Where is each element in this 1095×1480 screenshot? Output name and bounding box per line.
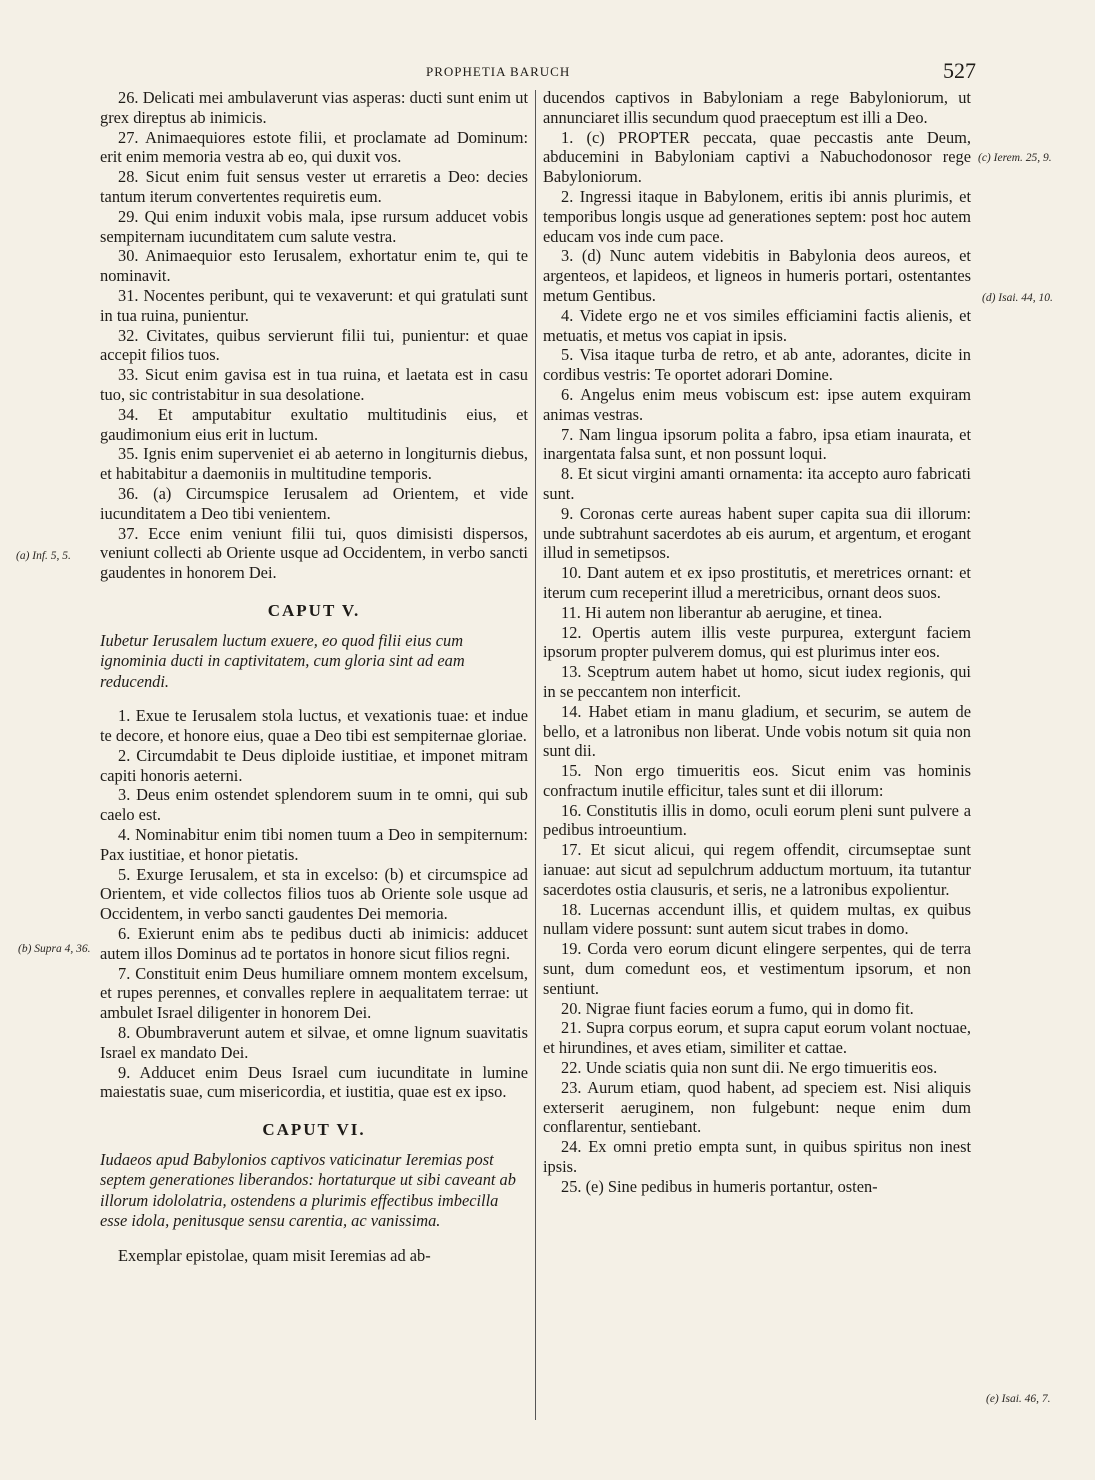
chapter-6-verse-1: 1. (c) PROPTER peccata, quae peccastis ante Deum, abducemini in Babyloniam captivi a Nabuchodonosor rege Babyloniorum. (543, 127, 971, 187)
chapter-6-verse-12: 12. Opertis autem illis veste purpurea, extergunt faciem ipsorum propter pulverem domus, qui est plurimus inter eos. (543, 622, 971, 662)
chapter-6-verse-24: 24. Ex omni pretio empta sunt, in quibus spiritus non inest ipsis. (543, 1137, 971, 1177)
verse-35: 35. Ignis enim superveniet ei ab aeterno in longiturnis diebus, et habitabitur a daemoniis in multitudine temporis. (100, 444, 528, 484)
chapter-5-verse-7: 7. Constituit enim Deus humiliare omnem montem excelsum, et rupes perennes, et convalles replere in aequalitatem terrae: ut ambulet Israel diligenter in honorem Dei. (100, 963, 528, 1023)
chapter-6-verse-17: 17. Et sicut alicui, qui regem offendit, circumseptae sunt ianuae: aut sicut ad sepulchrum adductum mortuum, ita tutantur sacerdotes ostia clausuris, et seris, ne a latronibus expolientur. (543, 840, 971, 899)
chapter-6-heading: CAPUT VI. (262, 1120, 366, 1140)
chapter-5-verse-4: 4. Nominabitur enim tibi nomen tuum a Deo in sempiternum: Pax iustitiae, et honor pietatis. (100, 825, 528, 864)
running-head (96, 58, 976, 86)
margin-note-a: (a) Inf. 5, 5. (16, 550, 71, 562)
right-column (543, 88, 971, 1197)
chapter-5-verse-5: 5. Exurge Ierusalem, et sta in excelso: (b) et circumspice ad Orientem, et vide collectos filios tuos ab Oriente sole usque ad Occidentem, in verbo sancti gaudentes Dei memoria. (100, 864, 528, 924)
verse-26: 26. Delicati mei ambulaverunt vias asperas: ducti sunt enim ut grex direptus ab inimicis. (100, 88, 528, 127)
chapter-5-verse-9: 9. Adducet enim Deus Israel cum iucunditate in lumine maiestatis suae, cum misericordia, et iustitia, quae est ex ipso. (100, 1062, 528, 1102)
chapter-6-verse-20: 20. Nigrae fiunt facies eorum a fumo, qui in domo fit. (561, 998, 914, 1018)
chapter-6-verse-9: 9. Coronas certe aureas habent super capita sua dii illorum: unde subtrahunt sacerdotes ab eis aurum, et argentum, et erogant illud in semetipsos. (543, 503, 971, 563)
chapter-6-verse-16: 16. Constitutis illis in domo, oculi eorum pleni sunt pulvere a pedibus introeuntium. (543, 800, 971, 840)
margin-note-e: (e) Isai. 46, 7. (986, 1393, 1051, 1405)
left-column (100, 88, 528, 1266)
chapter-5-summary: Iubetur Ierusalem luctum exuere, eo quod filii eius cum ignominia ducti in captivitatem, cum gloria sint ad eam reducendi. (100, 630, 465, 691)
verse-34: 34. Et amputabitur exultatio multitudinis eius, et gaudimonium eius erit in luctum. (100, 404, 528, 444)
chapter-6-verse-11: 11. Hi autem non liberantur ab aerugine, et tinea. (561, 602, 883, 622)
chapter-5-verse-2: 2. Circumdabit te Deus diploide iustitiae, et imponet mitram capiti honoris aeterni. (100, 745, 528, 785)
chapter-6-verse-5: 5. Visa itaque turba de retro, et ab ante, adorantes, dicite in cordibus vestris: Te oportet adorari Domine. (543, 345, 971, 385)
verse-27: 27. Animaequiores estote filii, et proclamate ad Dominum: erit enim memoria vestra ab eo, qui duxit vos. (100, 127, 528, 167)
chapter-6-intro: Exemplar epistolae, quam misit Ieremias ad ab- (118, 1245, 431, 1265)
chapter-6-verse-25: 25. (e) Sine pedibus in humeris portantur, osten- (561, 1176, 878, 1196)
chapter-6-verse-18: 18. Lucernas accendunt illis, et quidem multas, ex quibus nullam videre possunt: sunt autem sicut trabes in domo. (543, 899, 971, 939)
chapter-6-verse-23: 23. Aurum etiam, quod habent, ad speciem est. Nisi aliquis exterserit aeruginem, non fulgebunt: neque enim dum conflarentur, sentiebant. (543, 1077, 971, 1137)
chapter-6-verse-2: 2. Ingressi itaque in Babylonem, eritis ibi annis plurimis, et temporibus longis usque ad generationes septem: post hoc autem educam vos inde cum pace. (543, 186, 971, 246)
chapter-5-verse-6: 6. Exierunt enim abs te pedibus ducti ab inimicis: adducet autem illos Dominus ad te portatos in honore sicut filios regni. (100, 923, 528, 963)
verse-32: 32. Civitates, quibus servierunt filii tui, punientur: et quae accepit filios tuos. (100, 325, 528, 365)
chapter-6-verse-3: 3. (d) Nunc autem videbitis in Babylonia deos aureos, et argenteos, et lapideos, et ligneos in humeris portari, ostentantes metum Gentibus. (543, 246, 971, 305)
verse-36: 36. (a) Circumspice Ierusalem ad Orientem, et vide iucunditatem a Deo tibi venientem. (100, 483, 528, 523)
chapter-6-verse-14: 14. Habet etiam in manu gladium, et securim, se autem de bello, et a latronibus non liberat. Unde vobis notum sit quia non sunt dii. (543, 701, 971, 761)
chapter-6-verse-10: 10. Dant autem et ex ipso prostitutis, et meretrices ornant: et iterum cum receperint illud a meretricibus, ornant deos suos. (543, 563, 971, 602)
page-number: 527 (943, 58, 976, 83)
verse-37: 37. Ecce enim veniunt filii tui, quos dimisisti dispersos, veniunt collecti ab Oriente usque ad Occidentem, in verbo sancti gaudentes in honorem Dei. (100, 523, 528, 583)
margin-note-d: (d) Isai. 44, 10. (982, 292, 1053, 304)
chapter-6-verse-6: 6. Angelus enim meus vobiscum est: ipse autem exquiram animas vestras. (543, 384, 971, 424)
chapter-6-summary: Iudaeos apud Babylonios captivos vaticinatur Ieremias post septem generationes liberandos: hortaturque ut sibi caveant ab illorum idololatria, ostendens a plurimis effectibus imbecilla esse idola, penitusque sensu carentia, ac vanissima. (100, 1149, 516, 1231)
verse-31: 31. Nocentes peribunt, qui te vexaverunt: et qui gratulati sunt in tua ruina, punientur. (100, 285, 528, 325)
chapter-6-verse-7: 7. Nam lingua ipsorum polita a fabro, ipsa etiam inaurata, et inargentata falsa sunt, et non possunt loqui. (543, 424, 971, 464)
chapter-5-verse-1: 1. Exue te Ierusalem stola luctus, et vexationis tuae: et indue te decore, et honore eius, quae a Deo tibi est sempiternae gloriae. (100, 706, 528, 746)
verse-29: 29. Qui enim induxit vobis mala, ipse rursum adducet vobis sempiternam iucunditatem cum salute vestra. (100, 206, 528, 246)
chapter-5-heading: CAPUT V. (267, 600, 361, 620)
margin-note-c: (c) Ierem. 25, 9. (978, 152, 1052, 164)
margin-note-b: (b) Supra 4, 36. (18, 943, 91, 955)
chapter-6-verse-15: 15. Non ergo timueritis eos. Sicut enim vas hominis confractum inutile efficitur, tales sunt et dii illorum: (543, 761, 971, 800)
chapter-6-verse-8: 8. Et sicut virgini amanti ornamenta: ita accepto auro fabricati sunt. (543, 464, 971, 503)
column-divider (535, 90, 536, 1420)
verse-28: 28. Sicut enim fuit sensus vester ut erraretis a Deo: decies tantum iterum convertentes requiretis eum. (100, 167, 528, 206)
chapter-6-verse-19: 19. Corda vero eorum dicunt elingere serpentes, qui de terra sunt, dum comedunt eos, et vestimentum ipsorum, et non sentiunt. (543, 939, 971, 998)
chapter-6-verse-21: 21. Supra corpus eorum, et supra caput eorum volant noctuae, et hirundines, et aves etiam, similiter et cattae. (543, 1018, 971, 1058)
running-title: PROPHETIA BARUCH (426, 64, 571, 79)
chapter-5-verse-3: 3. Deus enim ostendet splendorem suum in te omni, qui sub caelo est. (100, 785, 528, 825)
chapter-6-verse-4: 4. Videte ergo ne et vos similes efficiamini factis alienis, et metuatis, et metus vos capiat in ipsis. (543, 305, 971, 345)
chapter-6-verse-22: 22. Unde sciatis quia non sunt dii. Ne ergo timueritis eos. (561, 1058, 938, 1078)
chapter-6-intro-continued: ducendos captivos in Babyloniam a rege Babyloniorum, ut annunciaret illis secundum quod praeceptum est illi a Deo. (543, 88, 971, 127)
chapter-6-verse-13: 13. Sceptrum autem habet ut homo, sicut iudex regionis, qui in se peccantem non interficit. (543, 662, 971, 701)
verse-30: 30. Animaequior esto Ierusalem, exhortatur enim te, qui te nominavit. (100, 246, 528, 286)
verse-33: 33. Sicut enim gavisa est in tua ruina, et laetata est in casu tuo, sic contristabitur in sua desolatione. (100, 365, 528, 404)
chapter-5-verse-8: 8. Obumbraverunt autem et silvae, et omne lignum suavitatis Israel ex mandato Dei. (100, 1022, 528, 1062)
